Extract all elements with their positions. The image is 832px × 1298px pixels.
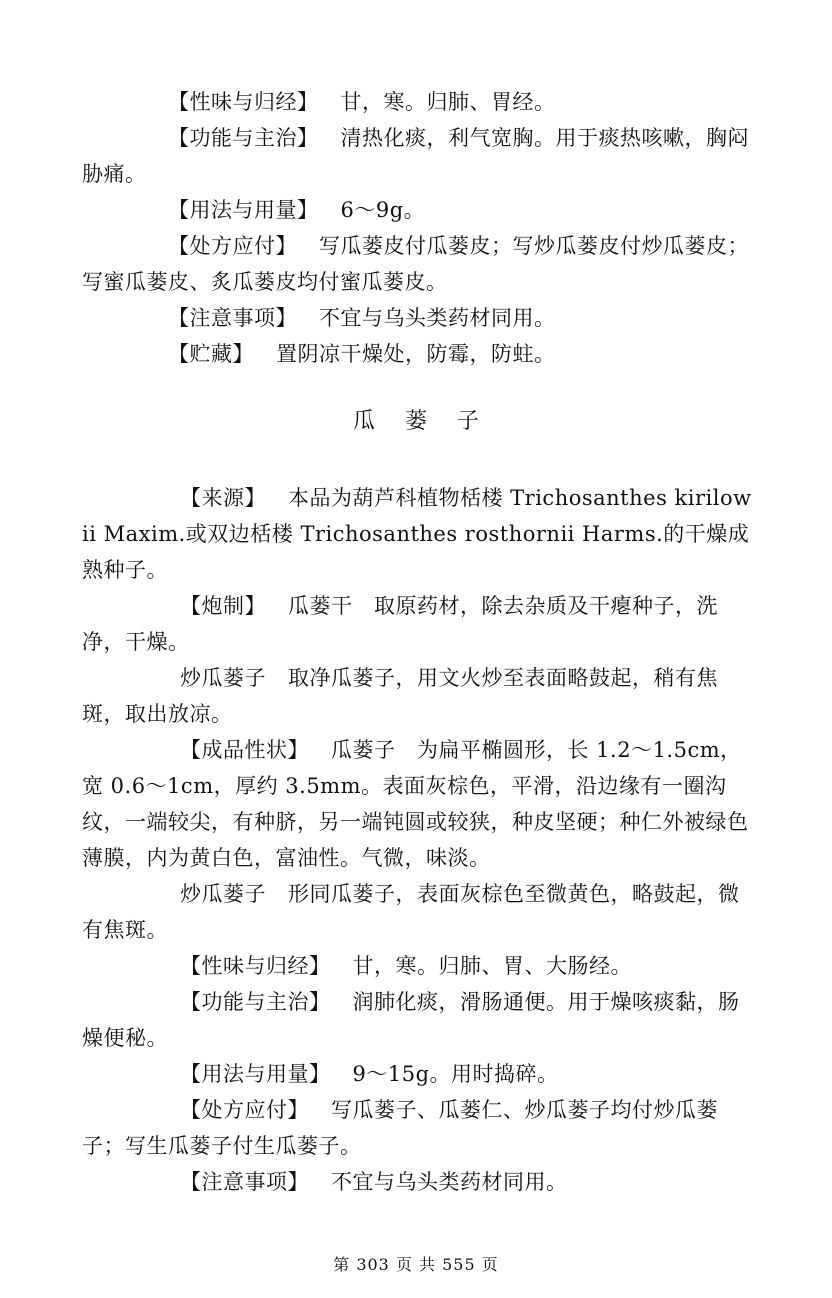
section-tag: 【功能与主治】 (168, 126, 319, 150)
paragraph-text: 形同瓜蒌子，表面灰棕色至微黄色，略鼓起，微有焦斑。 (82, 882, 740, 942)
upper-prescription-paragraph (82, 228, 758, 300)
section-tag: 【处方应付】 (168, 234, 297, 258)
paragraph-text: 写瓜蒌子、瓜蒌仁、炒瓜蒌子均付炒瓜蒌子；写生瓜蒌子付生瓜蒌子。 (82, 1098, 718, 1158)
section-tag: 【功能与主治】 (180, 990, 331, 1014)
paragraph-text: 6～9g。 (340, 198, 426, 222)
section-title: 瓜蒌子 (352, 409, 509, 434)
paragraph-text: 清热化痰，利气宽胸。用于痰热咳嗽，胸闷胁痛。 (82, 126, 749, 186)
processing-paragraph (82, 588, 758, 660)
source-paragraph (82, 480, 758, 588)
section-tag: 【性味与归经】 (168, 90, 319, 114)
section-tag: 【注意事项】 (168, 306, 297, 330)
paragraph-text: 不宜与乌头类药材同用。 (331, 1170, 568, 1194)
paragraph-text: 本品为葫芦科植物栝楼 Trichosanthes kirilowii Maxim.或双边栝楼 Trichosanthes rosthornii Harms.的干燥成熟种子。 (82, 486, 752, 582)
lower-function-paragraph (82, 984, 758, 1056)
character-paragraph (82, 732, 758, 876)
lower-caution-paragraph (82, 1164, 758, 1200)
section-tag: 【来源】 (180, 486, 266, 510)
section-tag: 【贮藏】 (168, 342, 254, 366)
paragraph-text: 甘，寒。归肺、胃、大肠经。 (352, 954, 632, 978)
section-tag: 【炮制】 (180, 594, 266, 618)
section-tag: 【性味与归经】 (180, 954, 331, 978)
lower-usage-paragraph (82, 1056, 758, 1092)
upper-storage-paragraph (82, 336, 758, 372)
paragraph-text: 润肺化痰，滑肠通便。用于燥咳痰黏，肠燥便秘。 (82, 990, 740, 1050)
paragraph-text: 甘，寒。归肺、胃经。 (340, 90, 556, 114)
paragraph-text: 瓜蒌干 取原药材，除去杂质及干瘪种子，洗净，干燥。 (82, 594, 718, 654)
upper-usage-paragraph (82, 192, 758, 228)
section-tag: 炒瓜蒌子 (180, 882, 266, 906)
paragraph-text: 置阴凉干燥处，防霉，防蛀。 (276, 342, 556, 366)
paragraph-text: 9～15g。用时捣碎。 (352, 1062, 559, 1086)
processing-fried-paragraph (82, 660, 758, 732)
paragraph-text: 不宜与乌头类药材同用。 (319, 306, 556, 330)
section-tag: 【用法与用量】 (180, 1062, 331, 1086)
section-tag: 【处方应付】 (180, 1098, 309, 1122)
paragraph-text: 取净瓜蒌子，用文火炒至表面略鼓起，稍有焦斑，取出放凉。 (82, 666, 718, 726)
lower-taste-paragraph (82, 948, 758, 984)
upper-caution-paragraph (82, 300, 758, 336)
section-tag: 【注意事项】 (180, 1170, 309, 1194)
paragraph-text: 瓜蒌子 为扁平椭圆形，长 1.2～1.5cm，宽 0.6～1cm，厚约 3.5mm。表面灰棕色，平滑，沿边缘有一圈沟纹，一端较尖，有种脐，另一端钝圆或较狭，种皮坚硬；种仁外被绿色薄膜，内为黄白色，富油性。气微，味淡。 (82, 738, 749, 870)
section-tag: 【成品性状】 (180, 738, 309, 762)
section-tag: 炒瓜蒌子 (180, 666, 266, 690)
character-fried-paragraph (82, 876, 758, 948)
section-tag: 【用法与用量】 (168, 198, 319, 222)
upper-taste-paragraph (82, 84, 758, 120)
page-number-footer: 第 303 页 共 555 页 (333, 1255, 499, 1274)
upper-function-paragraph (82, 120, 758, 192)
paragraph-text: 写瓜蒌皮付瓜蒌皮；写炒瓜蒌皮付炒瓜蒌皮；写蜜瓜蒌皮、炙瓜蒌皮均付蜜瓜蒌皮。 (82, 234, 749, 294)
lower-prescription-paragraph (82, 1092, 758, 1164)
